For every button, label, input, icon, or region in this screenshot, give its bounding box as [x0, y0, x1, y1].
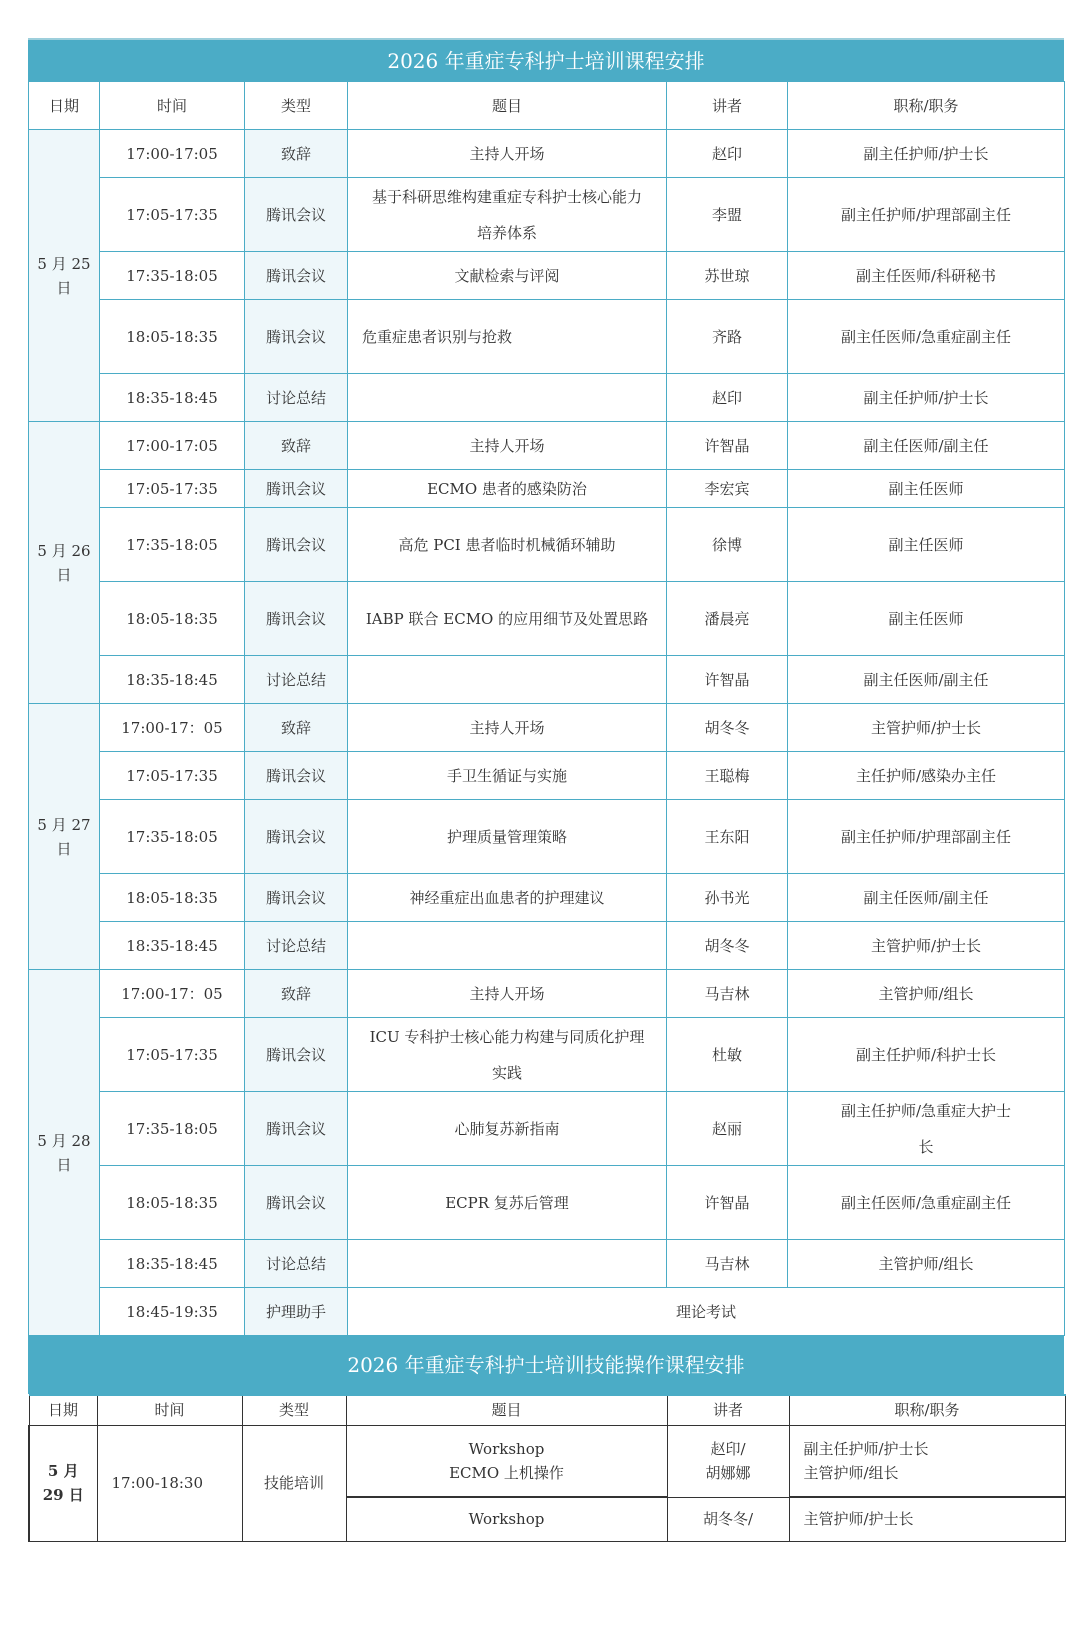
skills-topic-1 [346, 1425, 667, 1497]
topic-line: 高危 PCI 患者临时机械循环辅助 [398, 535, 616, 554]
topic-cell [348, 800, 667, 874]
position-cell [788, 874, 1065, 922]
table-row [29, 922, 1065, 970]
time-cell: 18:05-18:35 [100, 874, 245, 922]
table-row [29, 582, 1065, 656]
skills-header-row [29, 1395, 1065, 1425]
skills-type: 技能培训 [242, 1425, 346, 1541]
table-row [29, 1288, 1065, 1336]
topic-cell [348, 1092, 667, 1166]
skills-header-date: 日期 [29, 1395, 97, 1425]
speaker-cell: 孙书光 [667, 874, 788, 922]
position-line: 副主任医师 [888, 479, 964, 498]
skills-header-position: 职称/职务 [789, 1395, 1065, 1425]
type-cell: 讨论总结 [245, 374, 348, 422]
topic-line: ECPR 复苏后管理 [445, 1193, 569, 1212]
table-row [29, 1018, 1065, 1092]
time-cell: 17:35-18:05 [100, 508, 245, 582]
skills-header-speaker: 讲者 [667, 1395, 789, 1425]
skills-topic-1a: Workshop [468, 1439, 545, 1458]
header-topic: 题目 [348, 82, 667, 130]
type-cell: 腾讯会议 [245, 752, 348, 800]
speaker-cell: 李盟 [667, 178, 788, 252]
speaker-cell: 潘晨亮 [667, 582, 788, 656]
speaker-cell: 王聪梅 [667, 752, 788, 800]
time-cell: 18:35-18:45 [100, 374, 245, 422]
position-cell [788, 130, 1065, 178]
time-cell: 17:35-18:05 [100, 800, 245, 874]
date-month: 5 月 26 [37, 541, 91, 560]
position-line: 副主任医师/科研秘书 [855, 266, 997, 285]
position-cell [788, 422, 1065, 470]
type-cell: 腾讯会议 [245, 300, 348, 374]
topic-line: 手卫生循证与实施 [446, 766, 567, 785]
topic-cell [348, 874, 667, 922]
position-line: 副主任护师/急重症大护士 [840, 1101, 1012, 1120]
position-cell [788, 752, 1065, 800]
position-cell [788, 704, 1065, 752]
position-cell [788, 970, 1065, 1018]
topic-line: 护理质量管理策略 [446, 827, 567, 846]
speaker-cell: 赵丽 [667, 1092, 788, 1166]
topic-cell [348, 470, 667, 508]
date-month: 5 月 28 [37, 1131, 91, 1150]
skills-date-month: 5 月 [47, 1462, 79, 1480]
position-line: 副主任医师/副主任 [863, 670, 989, 689]
position-line: 副主任护师/护理部副主任 [840, 205, 1012, 224]
topic-line: 主持人开场 [469, 144, 545, 163]
position-line: 副主任医师/急重症副主任 [840, 1193, 1012, 1212]
table-row [29, 704, 1065, 752]
table-row [29, 1166, 1065, 1240]
topic-cell [348, 1018, 667, 1092]
position-cell [788, 508, 1065, 582]
skills-header-topic: 题目 [346, 1395, 667, 1425]
schedule-title: 2026 年重症专科护士培训课程安排 [28, 38, 1064, 81]
schedule-sheet [28, 38, 1064, 1542]
header-time: 时间 [100, 82, 245, 130]
header-speaker: 讲者 [667, 82, 788, 130]
type-cell: 护理助手 [245, 1288, 348, 1336]
position-cell [788, 300, 1065, 374]
position-cell [788, 582, 1065, 656]
speaker-cell: 赵印 [667, 130, 788, 178]
date-day: 日 [56, 278, 72, 297]
skills-time: 17:00-18:30 [97, 1425, 242, 1541]
topic-cell [348, 752, 667, 800]
skills-speaker-2: 胡冬冬/ [667, 1497, 789, 1541]
header-position: 职称/职务 [788, 82, 1065, 130]
topic-cell [348, 704, 667, 752]
time-cell: 17:35-18:05 [100, 1092, 245, 1166]
topic-cell [348, 922, 667, 970]
position-line: 主管护师/组长 [878, 984, 974, 1003]
type-cell: 致辞 [245, 130, 348, 178]
table-row [29, 508, 1065, 582]
topic-line: 危重症患者识别与抢救 [362, 327, 513, 346]
speaker-cell: 许智晶 [667, 1166, 788, 1240]
position-cell [788, 178, 1065, 252]
time-cell: 17:35-18:05 [100, 252, 245, 300]
position-cell [788, 252, 1065, 300]
table-row [29, 874, 1065, 922]
topic-line: 基于科研思维构建重症专科护士核心能力 [371, 187, 642, 206]
time-cell: 18:05-18:35 [100, 1166, 245, 1240]
speaker-cell: 马吉林 [667, 1240, 788, 1288]
skills-title: 2026 年重症专科护士培训技能操作课程安排 [28, 1336, 1064, 1394]
table-row [29, 374, 1065, 422]
type-cell: 致辞 [245, 704, 348, 752]
time-cell: 18:35-18:45 [100, 656, 245, 704]
position-line: 副主任医师 [888, 535, 964, 554]
topic-cell [348, 178, 667, 252]
time-cell: 17:00-17:05 [100, 422, 245, 470]
type-cell: 腾讯会议 [245, 1018, 348, 1092]
speaker-cell: 李宏宾 [667, 470, 788, 508]
topic-line-2: 培养体系 [476, 223, 537, 242]
time-cell: 18:05-18:35 [100, 300, 245, 374]
time-cell: 18:05-18:35 [100, 582, 245, 656]
speaker-cell: 胡冬冬 [667, 922, 788, 970]
speaker-cell: 许智晶 [667, 656, 788, 704]
position-cell [788, 922, 1065, 970]
course-table [28, 81, 1065, 1336]
skills-date-cell [29, 1425, 97, 1541]
topic-cell [348, 130, 667, 178]
header-row [29, 82, 1065, 130]
type-cell: 腾讯会议 [245, 1166, 348, 1240]
skills-speaker-1a: 赵印/ [710, 1440, 746, 1458]
time-cell: 17:00-17：05 [100, 970, 245, 1018]
topic-line-2: 实践 [491, 1063, 522, 1082]
speaker-cell: 胡冬冬 [667, 704, 788, 752]
date-day: 日 [56, 1155, 72, 1174]
position-line: 副主任医师/副主任 [863, 888, 989, 907]
table-row [29, 470, 1065, 508]
position-cell [788, 1018, 1065, 1092]
topic-line: 心肺复苏新指南 [454, 1119, 560, 1138]
topic-line: 理论考试 [675, 1302, 736, 1321]
topic-cell [348, 582, 667, 656]
position-cell [788, 374, 1065, 422]
date-cell [29, 130, 100, 422]
skills-table [28, 1394, 1066, 1542]
table-row [29, 1240, 1065, 1288]
position-line: 主管护师/组长 [878, 1254, 974, 1273]
speaker-cell: 王东阳 [667, 800, 788, 874]
skills-position-2: 主管护师/护士长 [789, 1497, 1065, 1541]
speaker-cell: 齐路 [667, 300, 788, 374]
position-cell [788, 656, 1065, 704]
time-cell: 17:00-17：05 [100, 704, 245, 752]
position-line: 副主任医师/急重症副主任 [840, 327, 1012, 346]
type-cell: 致辞 [245, 970, 348, 1018]
topic-cell [348, 1288, 1065, 1336]
speaker-cell: 马吉林 [667, 970, 788, 1018]
position-cell [788, 1092, 1065, 1166]
position-line: 副主任护师/科护士长 [855, 1045, 997, 1064]
speaker-cell: 徐博 [667, 508, 788, 582]
time-cell: 17:00-17:05 [100, 130, 245, 178]
speaker-cell: 赵印 [667, 374, 788, 422]
type-cell: 腾讯会议 [245, 252, 348, 300]
topic-line: IABP 联合 ECMO 的应用细节及处置思路 [365, 609, 649, 628]
table-row [29, 752, 1065, 800]
topic-cell [348, 252, 667, 300]
table-row [29, 178, 1065, 252]
type-cell: 讨论总结 [245, 1240, 348, 1288]
topic-line: 主持人开场 [469, 984, 545, 1003]
skills-position-1b: 主管护师/组长 [803, 1463, 899, 1482]
type-cell: 致辞 [245, 422, 348, 470]
skills-header-time: 时间 [97, 1395, 242, 1425]
topic-cell [348, 422, 667, 470]
table-row [29, 300, 1065, 374]
table-row [29, 800, 1065, 874]
topic-cell [348, 508, 667, 582]
time-cell: 17:05-17:35 [100, 470, 245, 508]
date-cell [29, 970, 100, 1336]
time-cell: 18:35-18:45 [100, 1240, 245, 1288]
type-cell: 腾讯会议 [245, 508, 348, 582]
topic-cell [348, 1240, 667, 1288]
header-type: 类型 [245, 82, 348, 130]
header-date: 日期 [29, 82, 100, 130]
table-row [29, 656, 1065, 704]
topic-line: 主持人开场 [469, 718, 545, 737]
type-cell: 讨论总结 [245, 656, 348, 704]
topic-cell [348, 374, 667, 422]
date-day: 日 [56, 839, 72, 858]
topic-line: ICU 专科护士核心能力构建与同质化护理 [369, 1027, 645, 1046]
skills-header-type: 类型 [242, 1395, 346, 1425]
type-cell: 腾讯会议 [245, 874, 348, 922]
type-cell: 腾讯会议 [245, 470, 348, 508]
table-row [29, 422, 1065, 470]
time-cell: 17:05-17:35 [100, 1018, 245, 1092]
position-line: 主任护师/感染办主任 [855, 766, 997, 785]
table-row [29, 252, 1065, 300]
time-cell: 17:05-17:35 [100, 752, 245, 800]
topic-line: 神经重症出血患者的护理建议 [409, 888, 605, 907]
date-month: 5 月 25 [37, 254, 91, 273]
skills-position-1a: 副主任护师/护士长 [803, 1439, 929, 1458]
position-line: 主管护师/护士长 [870, 936, 982, 955]
position-cell [788, 470, 1065, 508]
position-line: 副主任医师/副主任 [863, 436, 989, 455]
position-line-2: 长 [918, 1137, 934, 1156]
speaker-cell: 杜敏 [667, 1018, 788, 1092]
table-row [29, 130, 1065, 178]
type-cell: 腾讯会议 [245, 178, 348, 252]
skills-row [29, 1425, 1065, 1497]
skills-topic-1b: ECMO 上机操作 [449, 1463, 564, 1482]
table-row [29, 970, 1065, 1018]
skills-speaker-1b: 胡娜娜 [705, 1464, 751, 1482]
time-cell: 18:45-19:35 [100, 1288, 245, 1336]
topic-cell [348, 300, 667, 374]
time-cell: 17:05-17:35 [100, 178, 245, 252]
skills-date-day: 29 日 [42, 1486, 84, 1504]
date-day: 日 [56, 565, 72, 584]
speaker-cell: 许智晶 [667, 422, 788, 470]
time-cell: 18:35-18:45 [100, 922, 245, 970]
skills-speaker-1 [667, 1425, 789, 1497]
position-line: 副主任医师 [888, 609, 964, 628]
topic-line: 主持人开场 [469, 436, 545, 455]
position-line: 副主任护师/护士长 [863, 388, 989, 407]
position-line: 副主任护师/护士长 [863, 144, 989, 163]
type-cell: 腾讯会议 [245, 800, 348, 874]
position-cell [788, 1166, 1065, 1240]
position-line: 主管护师/护士长 [870, 718, 982, 737]
type-cell: 腾讯会议 [245, 1092, 348, 1166]
date-month: 5 月 27 [37, 815, 91, 834]
position-cell [788, 1240, 1065, 1288]
topic-cell [348, 970, 667, 1018]
table-row [29, 1092, 1065, 1166]
skills-position-1 [789, 1425, 1065, 1497]
date-cell [29, 704, 100, 970]
position-line: 副主任护师/护理部副主任 [840, 827, 1012, 846]
speaker-cell: 苏世琼 [667, 252, 788, 300]
type-cell: 腾讯会议 [245, 582, 348, 656]
topic-cell [348, 1166, 667, 1240]
date-cell [29, 422, 100, 704]
topic-line: ECMO 患者的感染防治 [427, 479, 587, 498]
topic-cell [348, 656, 667, 704]
skills-topic-2: Workshop [346, 1497, 667, 1541]
topic-line: 文献检索与评阅 [454, 266, 560, 285]
type-cell: 讨论总结 [245, 922, 348, 970]
position-cell [788, 800, 1065, 874]
